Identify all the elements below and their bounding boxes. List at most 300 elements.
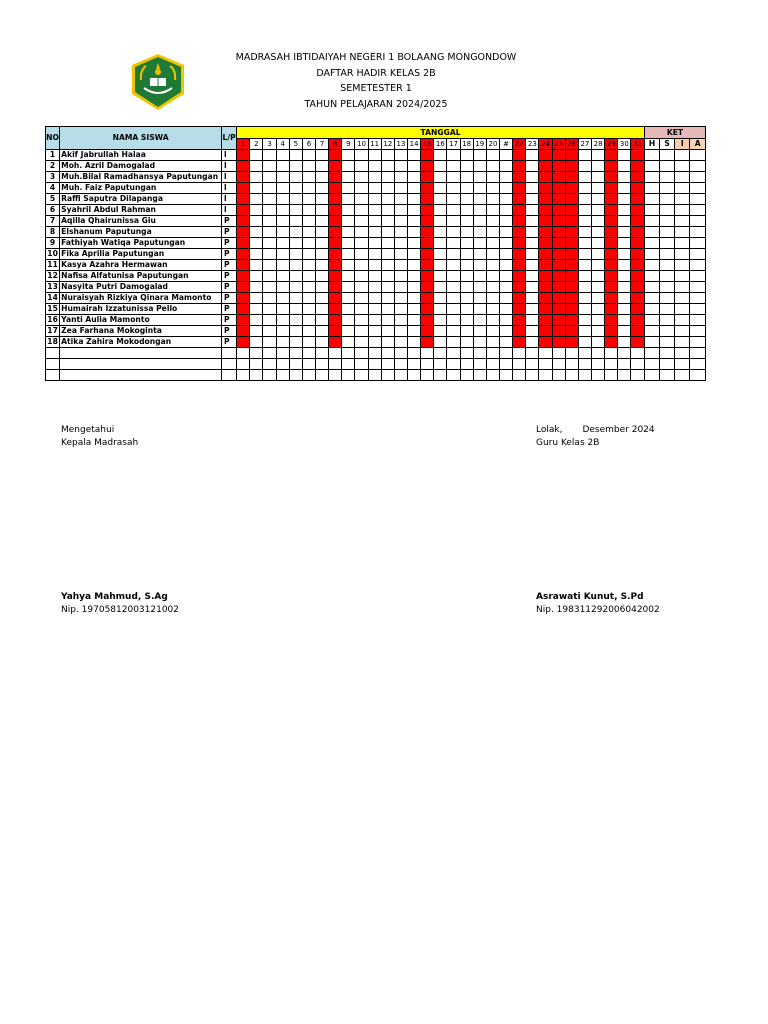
principal-title: Kepala Madrasah: [61, 438, 139, 448]
student-no: 18: [47, 337, 58, 346]
attendance-cell: [539, 161, 552, 172]
attendance-cell: [394, 194, 407, 205]
attendance-cell: [355, 238, 368, 249]
attendance-cell: [302, 271, 315, 282]
attendance-cell: [513, 304, 526, 315]
attendance-cell: [329, 216, 342, 227]
attendance-cell: [394, 172, 407, 183]
attendance-cell: [289, 293, 302, 304]
ket-cell: [690, 326, 706, 337]
attendance-cell: [342, 238, 355, 249]
principal-name-block: [61, 591, 179, 617]
student-name: Elshanum Paputunga: [60, 227, 222, 238]
attendance-cell: [381, 337, 394, 348]
day-number: 14: [408, 139, 421, 150]
attendance-cell: [316, 326, 329, 337]
attendance-cell: [329, 348, 342, 359]
attendance-cell: [368, 304, 381, 315]
attendance-cell: [394, 293, 407, 304]
attendance-cell: [565, 183, 578, 194]
attendance-cell: [500, 293, 513, 304]
ket-cell: [660, 150, 675, 161]
attendance-cell: [513, 282, 526, 293]
day-number: 6: [302, 139, 315, 150]
attendance-cell: [578, 249, 591, 260]
attendance-cell: [276, 183, 289, 194]
attendance-cell: [565, 161, 578, 172]
ket-cell: [644, 183, 659, 194]
attendance-cell: [316, 282, 329, 293]
attendance-cell: [276, 161, 289, 172]
table-row: [46, 260, 706, 271]
attendance-cell: [342, 205, 355, 216]
student-name: Zea Farhana Mokoginta: [60, 326, 222, 337]
ket-cell: [690, 282, 706, 293]
table-row: [46, 227, 706, 238]
teacher-nip: Nip. 198311292006042002: [536, 605, 660, 615]
attendance-cell: [434, 194, 447, 205]
attendance-cell: [578, 183, 591, 194]
attendance-cell: [302, 260, 315, 271]
student-no: 16: [47, 315, 58, 324]
day-number: 11: [368, 139, 381, 150]
attendance-cell: [552, 370, 565, 381]
attendance-cell: [408, 315, 421, 326]
attendance-cell: [329, 271, 342, 282]
ket-cell: [660, 205, 675, 216]
student-no: 10: [47, 249, 58, 258]
attendance-cell: [276, 194, 289, 205]
attendance-cell: [618, 293, 631, 304]
attendance-cell: [408, 227, 421, 238]
day-number: 25: [552, 139, 565, 150]
attendance-cell: [355, 282, 368, 293]
attendance-cell: [565, 238, 578, 249]
attendance-cell: [434, 238, 447, 249]
student-gender: P: [222, 337, 237, 348]
attendance-cell: [552, 172, 565, 183]
table-row: [46, 183, 706, 194]
attendance-cell: [447, 359, 460, 370]
attendance-cell: [605, 260, 618, 271]
attendance-cell: [631, 172, 644, 183]
attendance-cell: [263, 205, 276, 216]
attendance-cell: [329, 238, 342, 249]
attendance-cell: [526, 260, 539, 271]
attendance-cell: [421, 348, 434, 359]
attendance-cell: [289, 238, 302, 249]
attendance-cell: [526, 326, 539, 337]
attendance-cell: [618, 271, 631, 282]
ket-cell: [690, 238, 706, 249]
attendance-cell: [342, 370, 355, 381]
attendance-cell: [447, 161, 460, 172]
attendance-cell: [355, 161, 368, 172]
attendance-cell: [539, 249, 552, 260]
ket-cell: [690, 337, 706, 348]
attendance-cell: [605, 238, 618, 249]
attendance-cell: [250, 216, 263, 227]
attendance-cell: [355, 194, 368, 205]
attendance-cell: [447, 260, 460, 271]
attendance-cell: [421, 293, 434, 304]
attendance-cell: [381, 227, 394, 238]
table-row: [46, 370, 706, 381]
attendance-cell: [289, 161, 302, 172]
ket-cell: [644, 216, 659, 227]
attendance-cell: [578, 205, 591, 216]
ket-cell: [660, 249, 675, 260]
attendance-cell: [460, 293, 473, 304]
document-header: [196, 50, 556, 112]
ket-cell: [644, 227, 659, 238]
attendance-cell: [526, 337, 539, 348]
attendance-cell: [342, 183, 355, 194]
attendance-cell: [329, 249, 342, 260]
attendance-cell: [368, 194, 381, 205]
attendance-cell: [434, 271, 447, 282]
day-number: 24: [539, 139, 552, 150]
attendance-cell: [276, 172, 289, 183]
attendance-cell: [526, 216, 539, 227]
ket-code: H: [644, 139, 659, 150]
ket-cell: [675, 216, 690, 227]
attendance-cell: [565, 359, 578, 370]
table-header-row: [46, 127, 706, 139]
attendance-cell: [552, 161, 565, 172]
attendance-cell: [434, 183, 447, 194]
attendance-cell: [631, 150, 644, 161]
attendance-cell: [513, 150, 526, 161]
attendance-cell: [473, 216, 486, 227]
attendance-cell: [565, 216, 578, 227]
ket-cell: [660, 304, 675, 315]
attendance-cell: [302, 216, 315, 227]
attendance-cell: [552, 315, 565, 326]
attendance-cell: [473, 348, 486, 359]
student-name: Nuraisyah Rizkiya Qinara Mamonto: [60, 293, 222, 304]
ket-cell: [690, 348, 706, 359]
attendance-cell: [250, 183, 263, 194]
attendance-cell: [460, 359, 473, 370]
attendance-cell: [513, 260, 526, 271]
attendance-cell: [263, 282, 276, 293]
attendance-cell: [368, 326, 381, 337]
attendance-cell: [460, 161, 473, 172]
attendance-cell: [618, 161, 631, 172]
attendance-cell: [302, 282, 315, 293]
student-gender: P: [222, 315, 237, 326]
table-row: [46, 359, 706, 370]
ket-cell: [675, 315, 690, 326]
attendance-cell: [237, 348, 250, 359]
attendance-cell: [447, 205, 460, 216]
attendance-cell: [329, 161, 342, 172]
student-name: Fathiyah Watiqa Paputungan: [60, 238, 222, 249]
attendance-cell: [631, 326, 644, 337]
student-name: Atika Zahira Mokodongan: [60, 337, 222, 348]
attendance-cell: [592, 348, 605, 359]
attendance-cell: [355, 293, 368, 304]
attendance-cell: [526, 150, 539, 161]
attendance-cell: [578, 150, 591, 161]
attendance-cell: [421, 271, 434, 282]
ket-cell: [644, 293, 659, 304]
col-header-no: NO: [46, 127, 60, 150]
day-number: 29: [605, 139, 618, 150]
attendance-cell: [394, 282, 407, 293]
attendance-cell: [447, 238, 460, 249]
attendance-cell: [500, 249, 513, 260]
attendance-cell: [421, 161, 434, 172]
attendance-cell: [513, 249, 526, 260]
attendance-cell: [342, 304, 355, 315]
attendance-cell: [526, 348, 539, 359]
attendance-cell: [631, 249, 644, 260]
attendance-cell: [500, 304, 513, 315]
student-name: Yanti Aulia Mamonto: [60, 315, 222, 326]
attendance-cell: [486, 172, 499, 183]
attendance-cell: [565, 194, 578, 205]
attendance-cell: [552, 359, 565, 370]
attendance-cell: [486, 227, 499, 238]
teacher-title: Guru Kelas 2B: [536, 438, 600, 448]
attendance-cell: [578, 161, 591, 172]
attendance-cell: [447, 315, 460, 326]
attendance-cell: [237, 260, 250, 271]
attendance-cell: [460, 370, 473, 381]
ket-cell: [690, 293, 706, 304]
ket-cell: [660, 183, 675, 194]
attendance-cell: [631, 282, 644, 293]
attendance-cell: [408, 216, 421, 227]
attendance-cell: [486, 194, 499, 205]
attendance-cell: [539, 271, 552, 282]
attendance-cell: [473, 260, 486, 271]
attendance-cell: [342, 359, 355, 370]
attendance-cell: [486, 304, 499, 315]
attendance-cell: [578, 337, 591, 348]
attendance-cell: [250, 304, 263, 315]
attendance-cell: [355, 359, 368, 370]
attendance-cell: [539, 260, 552, 271]
attendance-cell: [250, 348, 263, 359]
attendance-cell: [302, 172, 315, 183]
attendance-cell: [368, 348, 381, 359]
empty-cell: [60, 370, 222, 381]
attendance-cell: [342, 293, 355, 304]
student-gender: P: [222, 271, 237, 282]
attendance-cell: [289, 249, 302, 260]
attendance-cell: [408, 359, 421, 370]
attendance-cell: [578, 359, 591, 370]
table-row: [46, 205, 706, 216]
attendance-cell: [250, 194, 263, 205]
attendance-cell: [565, 249, 578, 260]
attendance-cell: [460, 282, 473, 293]
madrasah-logo: [128, 52, 188, 112]
attendance-cell: [250, 161, 263, 172]
attendance-cell: [394, 359, 407, 370]
attendance-cell: [500, 205, 513, 216]
day-number: 3: [263, 139, 276, 150]
attendance-cell: [460, 172, 473, 183]
student-no: 8: [46, 227, 60, 238]
student-gender: P: [222, 260, 237, 271]
attendance-cell: [539, 359, 552, 370]
attendance-cell: [276, 227, 289, 238]
attendance-cell: [381, 238, 394, 249]
attendance-cell: [355, 227, 368, 238]
ket-cell: [675, 227, 690, 238]
attendance-cell: [539, 326, 552, 337]
attendance-cell: [276, 359, 289, 370]
attendance-cell: [565, 271, 578, 282]
attendance-cell: [631, 315, 644, 326]
attendance-cell: [552, 216, 565, 227]
attendance-cell: [421, 227, 434, 238]
col-header-tanggal: TANGGAL: [237, 127, 645, 139]
table-row: [46, 293, 706, 304]
attendance-cell: [473, 161, 486, 172]
attendance-cell: [237, 205, 250, 216]
ket-cell: [644, 359, 659, 370]
attendance-cell: [592, 370, 605, 381]
student-name: Nasyita Putri Damogalad: [60, 282, 222, 293]
attendance-cell: [618, 249, 631, 260]
student-gender: l: [222, 150, 237, 161]
attendance-cell: [460, 216, 473, 227]
attendance-cell: [592, 172, 605, 183]
ket-cell: [690, 370, 706, 381]
attendance-cell: [447, 194, 460, 205]
attendance-cell: [539, 183, 552, 194]
ket-cell: [660, 337, 675, 348]
attendance-cell: [342, 337, 355, 348]
attendance-cell: [592, 194, 605, 205]
attendance-cell: [631, 194, 644, 205]
teacher-name-block: [536, 591, 660, 617]
attendance-cell: [434, 348, 447, 359]
ket-cell: [690, 304, 706, 315]
attendance-cell: [434, 205, 447, 216]
attendance-cell: [605, 271, 618, 282]
attendance-cell: [434, 249, 447, 260]
attendance-cell: [500, 216, 513, 227]
attendance-cell: [316, 359, 329, 370]
attendance-cell: [526, 370, 539, 381]
student-gender: P: [222, 304, 237, 315]
attendance-cell: [631, 260, 644, 271]
attendance-cell: [578, 370, 591, 381]
student-gender: l: [222, 161, 237, 172]
attendance-cell: [355, 304, 368, 315]
attendance-cell: [421, 326, 434, 337]
attendance-cell: [592, 326, 605, 337]
student-name: Muh.Bilal Ramadhansya Paputungan: [60, 172, 222, 183]
attendance-cell: [500, 150, 513, 161]
academic-year: TAHUN PELAJARAN 2024/2025: [304, 98, 448, 110]
attendance-cell: [513, 172, 526, 183]
ket-cell: [660, 172, 675, 183]
attendance-cell: [316, 150, 329, 161]
attendance-cell: [263, 359, 276, 370]
attendance-cell: [473, 326, 486, 337]
attendance-cell: [276, 348, 289, 359]
attendance-cell: [434, 227, 447, 238]
ket-cell: [644, 249, 659, 260]
student-gender: P: [222, 282, 237, 293]
attendance-cell: [355, 370, 368, 381]
attendance-cell: [394, 161, 407, 172]
attendance-cell: [618, 205, 631, 216]
attendance-cell: [447, 304, 460, 315]
attendance-cell: [368, 161, 381, 172]
ket-cell: [675, 337, 690, 348]
attendance-cell: [237, 249, 250, 260]
attendance-cell: [394, 271, 407, 282]
attendance-cell: [526, 359, 539, 370]
attendance-cell: [237, 304, 250, 315]
attendance-cell: [381, 150, 394, 161]
attendance-cell: [408, 172, 421, 183]
attendance-cell: [513, 359, 526, 370]
student-no: 7: [46, 216, 60, 227]
attendance-cell: [342, 260, 355, 271]
attendance-cell: [592, 238, 605, 249]
ket-cell: [675, 326, 690, 337]
attendance-cell: [513, 194, 526, 205]
attendance-cell: [316, 260, 329, 271]
attendance-cell: [276, 282, 289, 293]
attendance-cell: [447, 183, 460, 194]
ket-cell: [644, 337, 659, 348]
attendance-cell: [289, 282, 302, 293]
attendance-cell: [473, 293, 486, 304]
attendance-cell: [605, 359, 618, 370]
attendance-cell: [434, 172, 447, 183]
attendance-cell: [276, 216, 289, 227]
attendance-cell: [329, 304, 342, 315]
attendance-cell: [302, 183, 315, 194]
attendance-cell: [500, 172, 513, 183]
attendance-cell: [565, 260, 578, 271]
attendance-cell: [592, 271, 605, 282]
attendance-cell: [447, 216, 460, 227]
attendance-cell: [342, 172, 355, 183]
attendance-cell: [565, 304, 578, 315]
ket-cell: [660, 161, 675, 172]
attendance-cell: [302, 359, 315, 370]
attendance-cell: [513, 293, 526, 304]
attendance-cell: [408, 194, 421, 205]
attendance-cell: [526, 238, 539, 249]
attendance-cell: [434, 370, 447, 381]
day-number: 15: [421, 139, 434, 150]
ket-cell: [644, 348, 659, 359]
attendance-cell: [460, 249, 473, 260]
ket-cell: [644, 304, 659, 315]
attendance-cell: [263, 150, 276, 161]
student-no: 15: [47, 304, 58, 313]
attendance-cell: [486, 216, 499, 227]
ket-cell: [644, 238, 659, 249]
attendance-cell: [408, 260, 421, 271]
attendance-cell: [500, 326, 513, 337]
attendance-cell: [355, 337, 368, 348]
attendance-cell: [368, 172, 381, 183]
student-name: Syahril Abdul Rahman: [60, 205, 222, 216]
